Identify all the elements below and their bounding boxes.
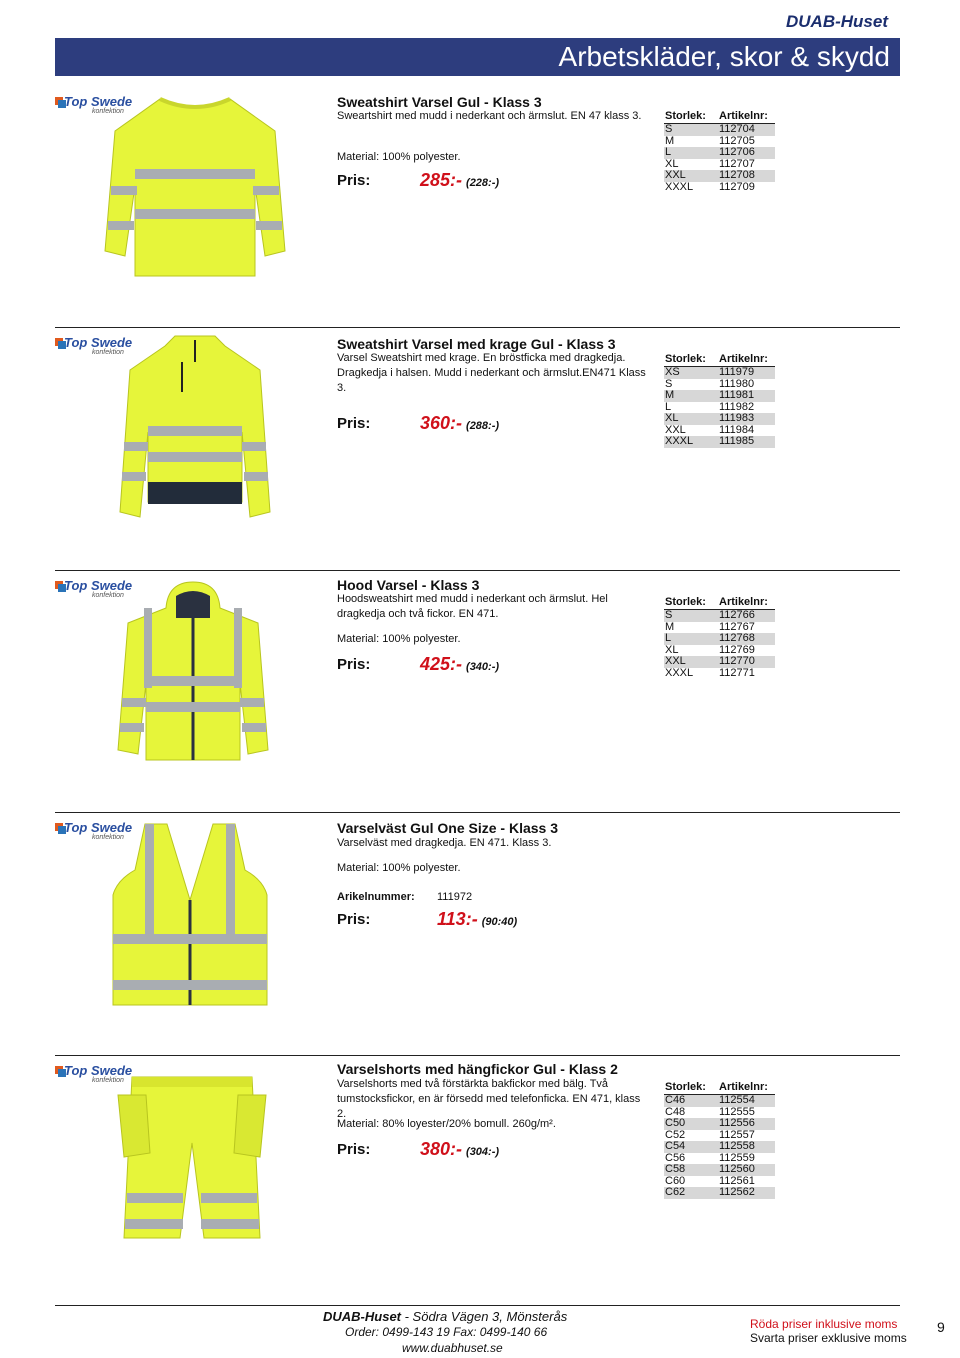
- size-table: Storlek: Artikelnr: S 112704 M 112705 L 112706 XL 112707 XXL 112708 XXXL 112709: [664, 110, 775, 193]
- page-footer: [0, 1305, 960, 1358]
- footer-website-link[interactable]: www.duabhuset.se: [402, 1341, 503, 1355]
- vest-image: [105, 820, 275, 1010]
- article-number-label: Arikelnummer:: [337, 891, 415, 903]
- size-table: Storlek: Artikelnr: XS 111979 S 111980 M 111981 L 111982 XL 111983 XXL 111984 XXXL 111985: [664, 353, 775, 448]
- size-row: L 112706: [664, 147, 775, 159]
- size-row: C60 112561: [665, 1174, 755, 1187]
- size-row: XL 112769: [665, 643, 755, 656]
- header-banner: [55, 38, 900, 76]
- product-title: Sweatshirt Varsel med krage Gul - Klass 3: [337, 336, 616, 352]
- size-row: C52 112557: [665, 1128, 755, 1141]
- size-row: L 112768: [664, 633, 775, 645]
- price-excl-vat: (340:-): [466, 661, 500, 673]
- product-title: Varselshorts med hängfickor Gul - Klass 2: [337, 1061, 618, 1077]
- note-black-prices: Svarta priser exklusive moms: [750, 1331, 907, 1345]
- product-material: Material: 80% loyester/20% bomull. 260g/m².: [337, 1118, 556, 1130]
- size-row: XXL 111984: [665, 423, 755, 436]
- brand-title: DUAB-Huset: [786, 12, 888, 31]
- price-label: Pris:: [337, 911, 371, 928]
- product-price: 113:- (90:40): [437, 909, 518, 929]
- product-price: 425:- (340:-): [420, 654, 500, 674]
- product-section-sweatshirt-collar: [0, 327, 960, 567]
- product-material: Material: 100% polyester.: [337, 633, 461, 645]
- top-swede-logo: Top Swede konfektion: [55, 1063, 135, 1089]
- product-section-sweatshirt: [0, 86, 960, 322]
- size-row: XXXL 112771: [665, 666, 755, 679]
- size-row: XXL 112770: [664, 656, 775, 668]
- footer-address: - Södra Vägen 3, Mönsterås: [401, 1309, 568, 1324]
- banner-title: Arbetskläder, skor & skydd: [558, 41, 890, 72]
- sweatshirt-collar-image: [110, 332, 280, 527]
- shorts-image: [112, 1073, 272, 1243]
- size-row: S 112766: [664, 610, 775, 622]
- section-divider: [55, 327, 900, 328]
- footer-company: DUAB-Huset: [323, 1309, 401, 1324]
- section-divider: [55, 1055, 900, 1056]
- section-divider: [55, 570, 900, 571]
- product-price: 380:- (304:-): [420, 1139, 500, 1159]
- price-label: Pris:: [337, 172, 371, 189]
- product-description: Varselshorts med två förstärkta bakfickor med bälg. Två tumstocksfickor, en är försedd med telefonficka. EN 471, klass 2.: [337, 1078, 641, 1120]
- size-row: C62 112562: [664, 1187, 775, 1199]
- price-label: Pris:: [337, 1141, 371, 1158]
- article-number: [337, 891, 473, 903]
- size-table: Storlek: Artikelnr: S 112766 M 112767 L 112768 XL 112769 XXL 112770 XXXL 112771: [664, 596, 775, 679]
- size-row: M 112705: [665, 134, 755, 147]
- product-material: Material: 100% polyester.: [337, 151, 461, 163]
- footer-phone-fax: Order: 0499-143 19 Fax: 0499-140 66: [345, 1325, 548, 1339]
- top-swede-logo: Top Swede konfektion: [55, 94, 135, 120]
- note-red-prices: Röda priser inklusive moms: [750, 1317, 898, 1331]
- product-price: 285:- (228:-): [420, 170, 500, 190]
- page-number: 9: [937, 1319, 945, 1335]
- size-row: C54 112558: [664, 1141, 775, 1153]
- size-row: M 112767: [665, 620, 755, 633]
- price-excl-vat: (304:-): [466, 1146, 500, 1158]
- section-divider: [55, 812, 900, 813]
- product-section-shorts: [0, 1055, 960, 1300]
- price-label: Pris:: [337, 656, 371, 673]
- size-row: XXL 112708: [664, 170, 775, 182]
- size-row: C58 112560: [664, 1164, 775, 1176]
- product-description: Sweartshirt med mudd i nederkant och ärmslut. EN 47 klass 3.: [337, 110, 642, 122]
- size-row: XS 111979: [664, 367, 775, 379]
- size-row: C46 112554: [664, 1095, 775, 1107]
- price-excl-vat: (288:-): [466, 420, 500, 432]
- size-row: C48 112555: [665, 1105, 755, 1118]
- size-row: XL 111983: [664, 413, 775, 425]
- size-table: Storlek: Artikelnr: C46 112554 C48 112555 C50 112556 C52 112557 C54 112558 C56 112559 C58 112560 C60 112561 C62 112562: [664, 1081, 775, 1199]
- price-excl-vat: (90:40): [481, 916, 518, 928]
- product-section-vest: [0, 812, 960, 1052]
- size-row: XL 112707: [665, 157, 755, 170]
- size-row: M 111981: [664, 390, 775, 402]
- footer-company-address: [323, 1309, 567, 1324]
- size-row: C56 112559: [665, 1151, 755, 1164]
- sweatshirt-image: [95, 91, 295, 281]
- product-description: Varselväst med dragkedja. EN 471. Klass 3.: [337, 837, 552, 849]
- size-row: S 112704: [664, 124, 775, 136]
- top-swede-logo: Top Swede konfektion: [55, 335, 135, 361]
- article-number-value: 111972: [437, 891, 473, 903]
- top-swede-logo: Top Swede konfektion: [55, 820, 135, 846]
- size-row: L 111982: [665, 400, 755, 413]
- product-material: Material: 100% polyester.: [337, 862, 461, 874]
- product-title: Varselväst Gul One Size - Klass 3: [337, 820, 558, 836]
- product-description: Varsel Sweatshirt med krage. En bröstficka med dragkedja. Dragkedja i halsen. Mudd i nederkant och ärmslut.EN471 Klass 3.: [337, 352, 646, 394]
- product-title: Sweatshirt Varsel Gul - Klass 3: [337, 94, 542, 110]
- footer-divider: [55, 1305, 900, 1306]
- hood-image: [108, 578, 278, 768]
- size-row: S 111980: [665, 377, 755, 390]
- product-description: Hoodsweatshirt med mudd i nederkant och ärmslut. Hel dragkedja och två fickor. EN 471.: [337, 593, 608, 620]
- size-row: XXXL 112709: [665, 180, 755, 193]
- product-section-hood: [0, 570, 960, 810]
- product-title: Hood Varsel - Klass 3: [337, 577, 480, 593]
- price-excl-vat: (228:-): [466, 177, 500, 189]
- size-row: XXXL 111985: [664, 436, 775, 448]
- price-label: Pris:: [337, 415, 371, 432]
- top-swede-logo: Top Swede konfektion: [55, 578, 135, 604]
- size-row: C50 112556: [664, 1118, 775, 1130]
- product-price: 360:- (288:-): [420, 413, 500, 433]
